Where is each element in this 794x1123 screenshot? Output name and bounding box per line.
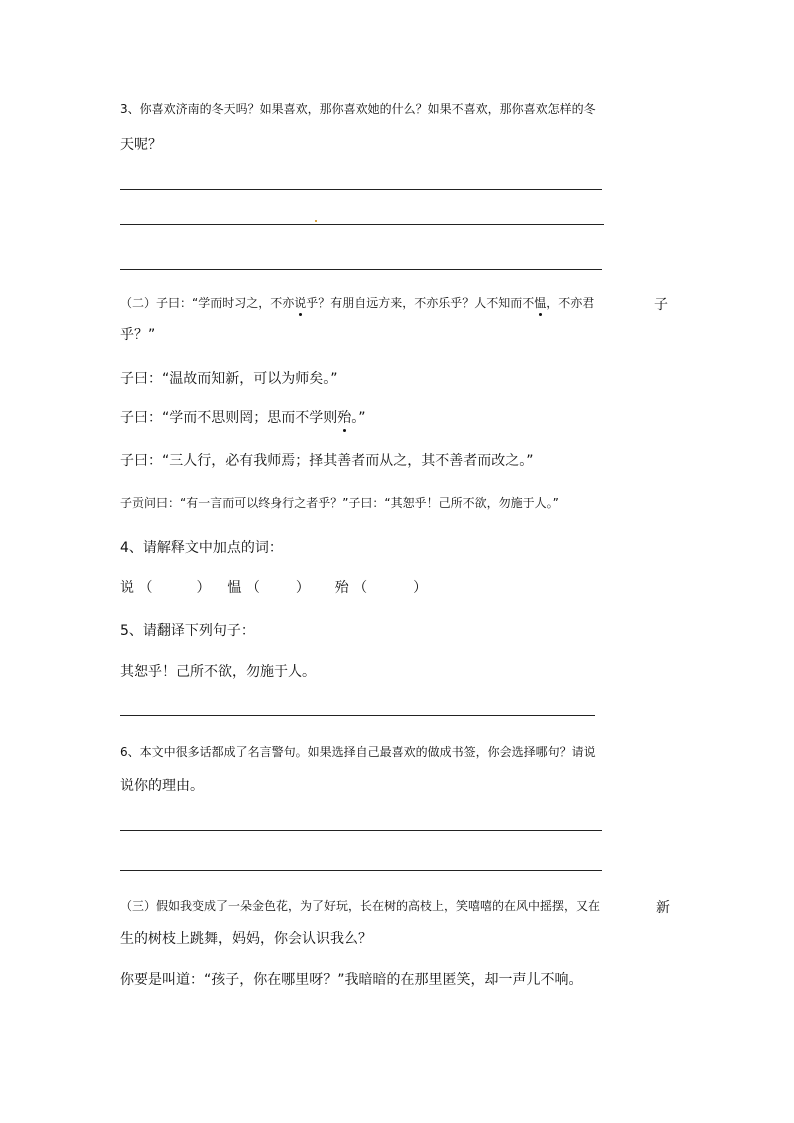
q5-title: 5、请翻译下列句子： [120, 623, 255, 639]
q4-title: 4、请解释文中加点的词： [120, 540, 283, 556]
answer-line[interactable] [120, 269, 602, 270]
q4-word3: 殆 [334, 580, 349, 596]
paren-open: （ [138, 580, 153, 596]
q4-word2: 愠 [227, 580, 242, 596]
paren-open: （ [353, 580, 368, 596]
passage2-line3: 子曰：“温故而知新，可以为师矣。” [120, 371, 338, 387]
passage2-line5: 子曰：“三人行，必有我师焉；择其善者而从之，其不善者而改之。” [120, 453, 534, 469]
ink-speck [315, 220, 317, 222]
answer-line[interactable] [120, 830, 602, 831]
passage2-text: ，不亦君 [546, 296, 595, 310]
q4-word1: 说 [120, 580, 134, 596]
q5-sentence: 其恕乎！己所不欲，勿施于人。 [120, 664, 316, 680]
passage2-line1 [120, 294, 594, 311]
paren-close: ） [196, 580, 211, 596]
passage3-line2: 生的树枝上跳舞，妈妈，你会认识我么？ [120, 931, 372, 947]
passage3-line3: 你要是叫道：“孩子，你在哪里呀？”我暗暗的在那里匿笑，却一声儿不响。 [120, 972, 583, 988]
dotted-word-shuo: 说 [294, 296, 307, 310]
passage2-text: 。” [351, 410, 366, 426]
answer-line[interactable] [120, 189, 602, 190]
q3-line1: 3、你喜欢济南的冬天吗？如果喜欢，那你喜欢她的什么？如果不喜欢，那你喜欢怎样的冬 [120, 102, 596, 116]
q4-blanks [120, 577, 427, 597]
answer-line[interactable] [120, 870, 602, 871]
passage2-line1-tail: 子 [654, 297, 668, 313]
paren-close: ） [295, 580, 310, 596]
q3-line2: 天呢？ [120, 137, 162, 153]
passage3-line1-tail: 新 [656, 900, 670, 916]
answer-line[interactable] [120, 224, 604, 225]
dotted-word-dai: 殆 [337, 407, 351, 427]
paren-open: （ [245, 580, 260, 596]
answer-line[interactable] [120, 715, 595, 716]
q6-line2: 说你的理由。 [120, 778, 204, 794]
passage2-text: 乎？有朋自远方来，不亦乐乎？人不知而不 [306, 296, 535, 310]
dotted-word-yun: 愠 [534, 296, 547, 310]
q6-line1: 6、本文中很多话都成了名言警句。如果选择自己最喜欢的做成书签，你会选择哪句？请说 [120, 745, 596, 759]
passage2-line4 [120, 407, 366, 427]
passage2-text: （二）子曰：“学而时习之，不亦 [120, 296, 295, 310]
passage2-line6: 子贡问曰：“有一言而可以终身行之者乎？”子曰：“其恕乎！己所不欲，勿施于人。” [120, 496, 559, 510]
passage3-line1: （三）假如我变成了一朵金色花，为了好玩，长在树的高枝上，笑嘻嘻的在风中摇摆，又在 [120, 899, 601, 913]
paren-close: ） [413, 580, 428, 596]
passage2-text: 子曰：“学而不思则罔；思而不学则 [120, 410, 338, 426]
passage2-line2: 乎？” [120, 327, 156, 343]
